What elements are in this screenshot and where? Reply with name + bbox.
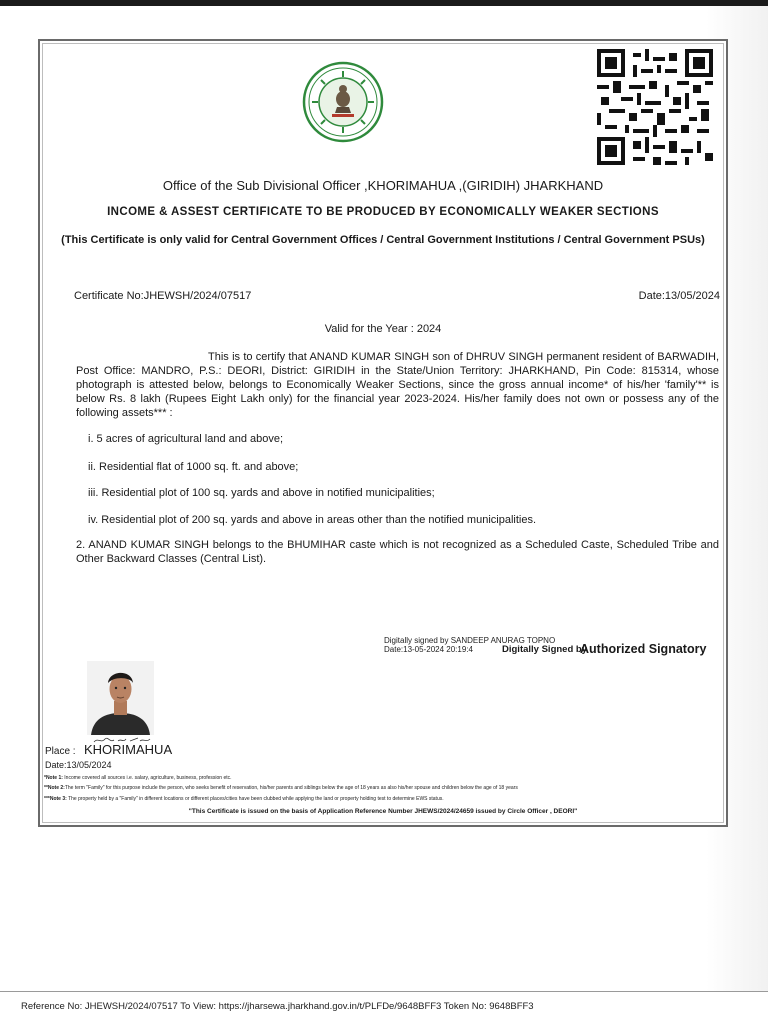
place-value: KHORIMAHUA bbox=[84, 742, 173, 757]
asset-item: iv. Residential plot of 200 sq. yards and above in areas other than the notified municipalities. bbox=[88, 514, 537, 526]
note-label: *Note 1: bbox=[44, 775, 63, 781]
authorized-signatory: Authorized Signatory bbox=[580, 642, 707, 656]
asset-item: ii. Residential flat of 1000 sq. ft. and above; bbox=[88, 461, 299, 473]
signed-date: Date:13-05-2024 20:19:4 bbox=[384, 645, 473, 654]
footer-divider bbox=[0, 991, 768, 992]
valid-year: Valid for the Year : 2024 bbox=[324, 323, 442, 335]
certificate-date: Date:13/05/2024 bbox=[638, 290, 720, 302]
certificate-document bbox=[38, 39, 728, 827]
issue-date: Date:13/05/2024 bbox=[45, 760, 112, 770]
caste-paragraph: 2. ANAND KUMAR SINGH belongs to the BHUMIHAR caste which is not recognized as a Scheduled Caste, Scheduled Tribe and Other Backward Classes (Central List). bbox=[76, 539, 719, 565]
note-label: **Note 2: bbox=[44, 785, 65, 791]
note-label: ***Note 3: bbox=[44, 796, 67, 802]
note-text: Income covered all sources i.e. salary, agriculture, business, profession etc. bbox=[62, 775, 232, 781]
note-2 bbox=[44, 785, 720, 791]
applicant-photo-icon bbox=[87, 661, 154, 735]
asset-item: iii. Residential plot of 100 sq. yards and above in notified municipalities; bbox=[88, 487, 435, 499]
note-text: The property held by a "Family" in different locations or different places/cities have been clubbed while applying the land or property holding test to determine EWS status. bbox=[66, 796, 444, 802]
footer-reference: Reference No: JHEWSH/2024/07517 To View: https://jharsewa.jharkhand.gov.in/t/PLFDe/9648BFF3 Token No: 9648BFF3 bbox=[21, 1001, 534, 1012]
qr-code-icon bbox=[595, 49, 715, 165]
jharkhand-government-seal-icon bbox=[302, 61, 384, 143]
place-label: Place : bbox=[45, 746, 76, 757]
note-3 bbox=[44, 796, 720, 802]
certification-paragraph: This is to certify that ANAND KUMAR SINGH son of DHRUV SINGH permanent resident of BARWADIH, Post Office: MANDRO, P.S.: DEORI, District: GIRIDIH in the State/Union Territory: JHARKHAND, Pin Code: 815314, whose photograph is attested below, belongs to Economically Weaker Sections, since the gross annual income* of his/her 'family'** is below Rs. 8 lakh (Rupees Eight Lakh only) for the financial year 2023-2024. His/her family does not own or possess any of the following assets*** : bbox=[76, 351, 719, 419]
application-basis-line: "This Certificate is issued on the basis of Application Reference Number JHEWS/2024/24659 issued by Circle Officer , DEORI" bbox=[188, 808, 578, 815]
signed-by: Digitally signed by SANDEEP ANURAG TOPNO bbox=[384, 636, 556, 645]
certificate-number: Certificate No:JHEWSH/2024/07517 bbox=[74, 290, 252, 302]
certificate-title: INCOME & ASSEST CERTIFICATE TO BE PRODUCED BY ECONOMICALLY WEAKER SECTIONS bbox=[107, 206, 659, 218]
validity-note: (This Certificate is only valid for Central Government Offices / Central Government Institutions / Central Government PSUs) bbox=[61, 234, 705, 246]
asset-item: i. 5 acres of agricultural land and above; bbox=[88, 433, 284, 445]
note-text: The term "Family" for this purpose include the person, who seeks benefit of reservation, his/her parents and siblings below the age of 18 years as also his/her spouse and children below the age of 18 years bbox=[64, 785, 518, 791]
issuing-office: Office of the Sub Divisional Officer ,KHORIMAHUA ,(GIRIDIH) JHARKHAND bbox=[162, 178, 604, 193]
digitally-signed-label: Digitally Signed by bbox=[502, 644, 587, 655]
note-1 bbox=[44, 775, 720, 781]
